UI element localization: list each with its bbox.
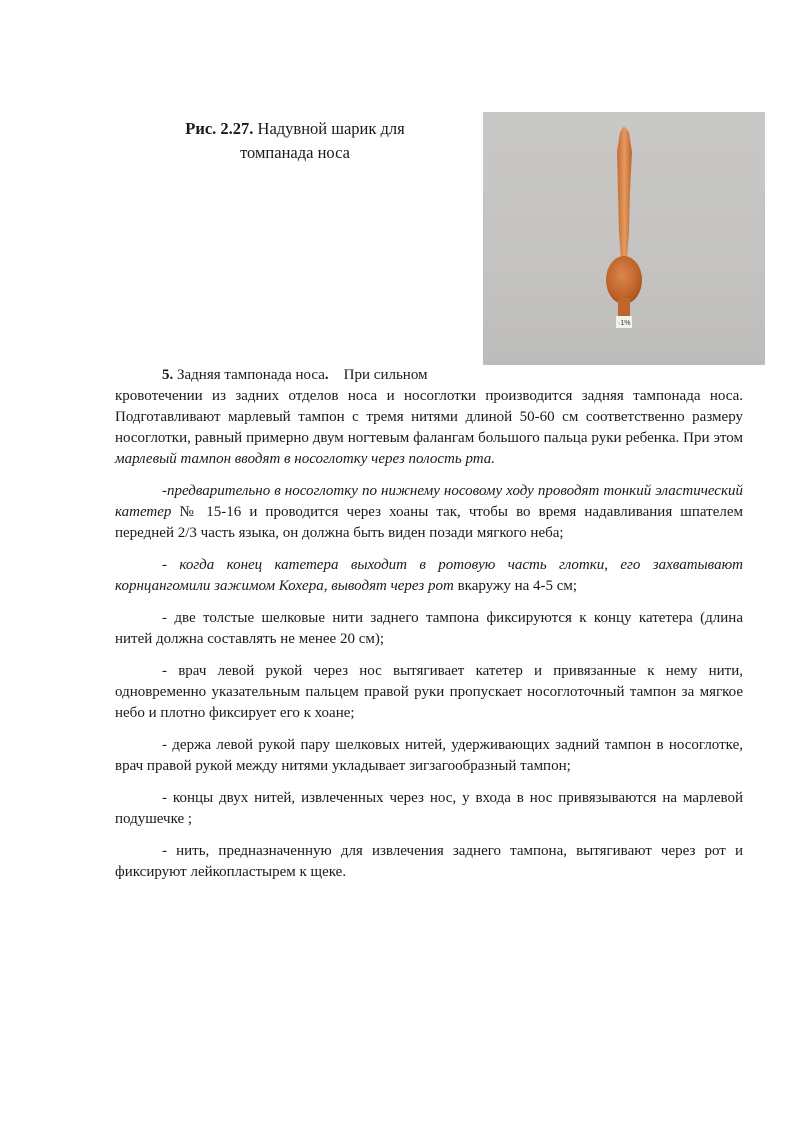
figure-caption-line1: Надувной шарик для: [257, 119, 405, 138]
balloon-catheter-image: [483, 112, 765, 365]
section-intro-first: При сильном: [343, 367, 428, 383]
step-4: - врач левой рукой через нос вытягивает катетер и привязанные к нему нити, одновременно указательным пальцем правой руки пропускает носоглоточный тампон за мягкое небо и плотно фиксирует его к хоане;: [115, 663, 743, 721]
step-2-dash: -: [162, 557, 180, 573]
section-intro: [115, 386, 743, 470]
step-5: - держа левой рукой пару шелковых нитей, удерживающих задний тампон в носоглотке, врач правой рукой между нитями укладывает зигзагообразный тампон;: [115, 737, 743, 774]
step-2-text: вкаружу на 4-5 см;: [453, 578, 578, 594]
step-7: - нить, предназначенную для извлечения заднего тампона, вытягивают через рот и фиксируют лейкопластырем к щеке.: [115, 843, 743, 880]
step-1-text: № 15-16 и проводится через хоаны так, чтобы во время надавливания шпателем передней 2/3 часть языка, он должна быть виден позади мягкого неба;: [115, 504, 743, 541]
posterior-tamponade-section: [115, 365, 743, 883]
section-first-line: [115, 365, 743, 386]
svg-text:·1%: ·1%: [618, 320, 631, 327]
step-3: - две толстые шелковые нити заднего тампона фиксируются к концу катетера (длина нитей должна составлять не менее 20 см);: [115, 610, 743, 647]
section-number: 5.: [162, 367, 174, 383]
figure-label: Рис. 2.27.: [185, 119, 254, 138]
step-6: - концы двух нитей, извлеченных через нос, у входа в нос привязываются на марлевой подушечке ;: [115, 790, 743, 827]
step-2-italic: когда конец катетера выходит в ротовую часть глотки, его захватывают корнцангомили зажимом Кохера, выводят через рот: [115, 557, 744, 594]
figure-caption: [150, 117, 440, 165]
section-title-end: .: [324, 367, 329, 383]
figure-caption-line2: томпанада носа: [240, 143, 350, 162]
step-1: [115, 481, 743, 544]
section-title: Задняя тампонада носа: [177, 367, 325, 383]
step-2: [115, 555, 743, 597]
step-1-italic: -предварительно в носоглотку по нижнему носовому ходу проводят тонкий эластический катетер: [115, 483, 743, 520]
balloon-photo: [483, 112, 765, 365]
section-intro-text: кровотечении из задних отделов носа и носоглотки производится задняя тампонада носа. Подготавливают марлевый тампон с тремя нитями длиной 50-60 см соответственно размеру носоглотки, равный примерно двум ногтевым фалангам большого пальца руки ребенка. При этом: [115, 388, 743, 446]
section-intro-italic: марлевый тампон вводят в носоглотку через полость рта.: [115, 451, 496, 467]
